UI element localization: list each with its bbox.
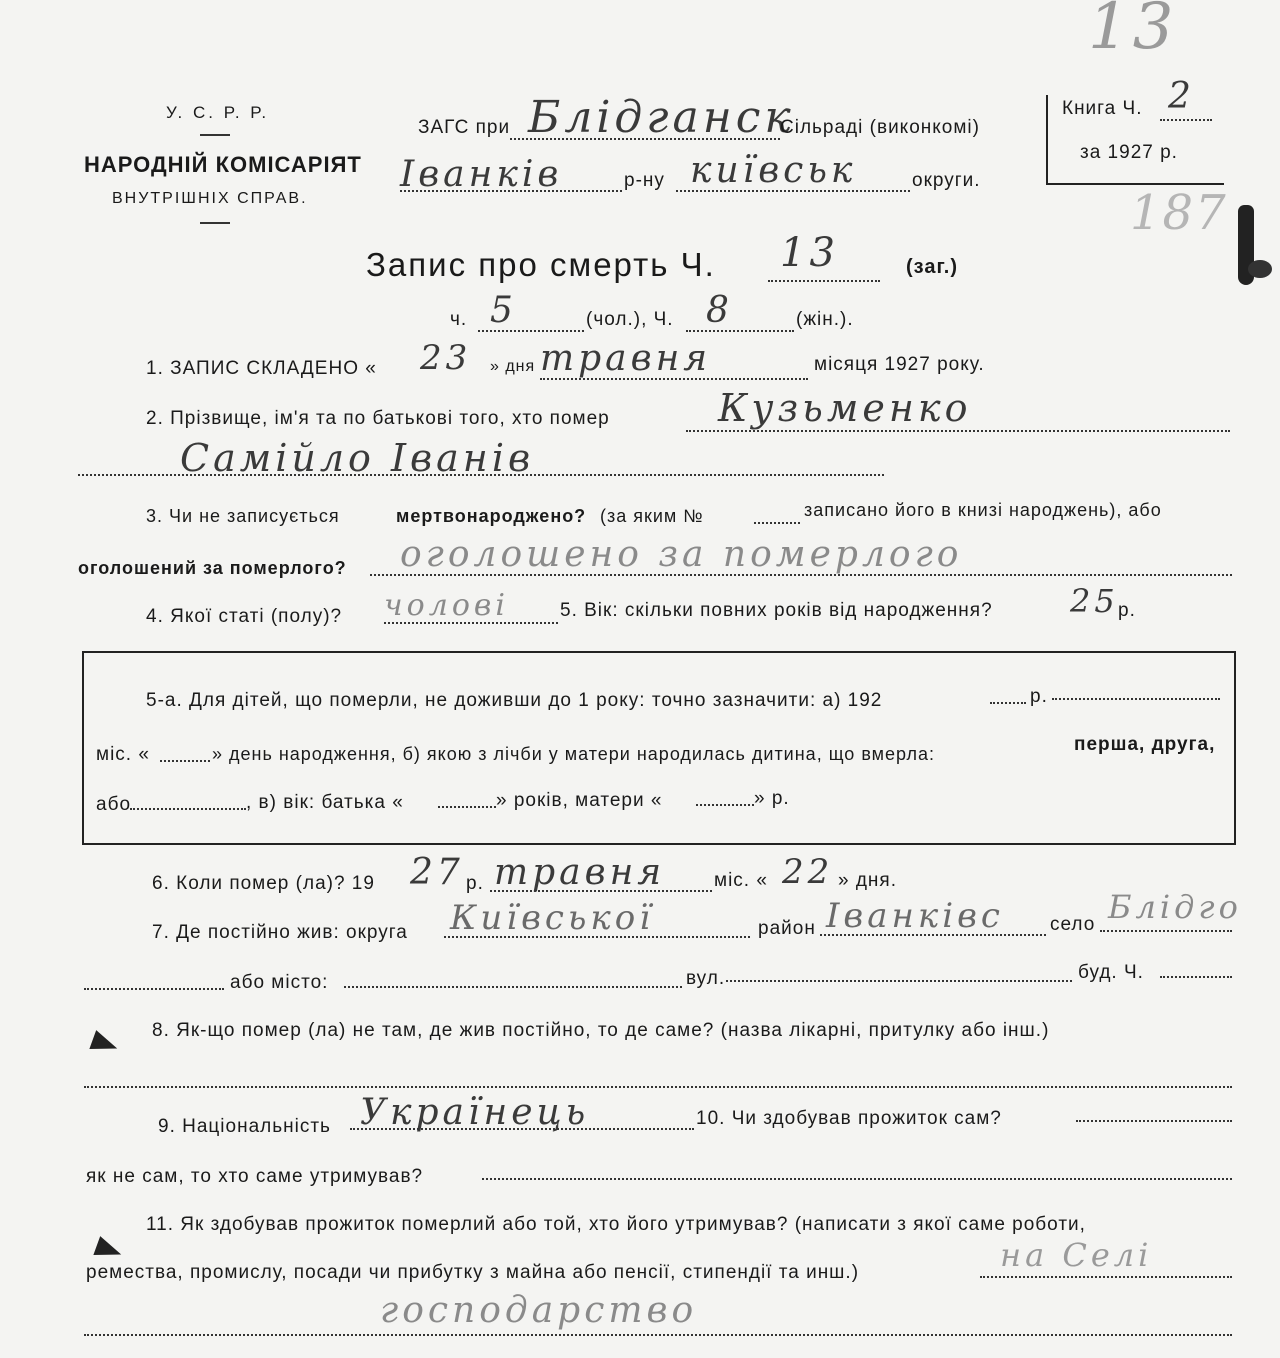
title-text: Запис про смерть Ч. (366, 246, 716, 283)
female-hw: 8 (706, 290, 733, 331)
book-label: Книга Ч. (1062, 98, 1143, 119)
item3-d: записано його в книзі народжень), або (804, 500, 1162, 520)
male-hw: 5 (490, 290, 517, 331)
okruha-label: округи. (912, 170, 981, 191)
item1-mid: » дня (490, 358, 536, 375)
item1-suffix: місяця 1927 року. (814, 354, 985, 375)
item7-selo-hw: Блідго (1108, 888, 1242, 926)
rayon-hw: Іванків (400, 154, 563, 195)
item7-rayon-label: район (758, 918, 816, 939)
item5a-year-line (990, 702, 1026, 704)
item5a-line2-b: » день народження, б) якою з лічби у матери народилась дитина, що вмерла: (212, 744, 935, 764)
rayon-line (400, 190, 622, 192)
item10-line (1076, 1120, 1232, 1122)
item1-day-hw: 23 (420, 338, 472, 378)
item6-suffix: » дня. (838, 870, 897, 891)
female-label: (жін.). (796, 309, 854, 330)
item9-nat-hw: Українець (360, 1092, 590, 1133)
title-suffix: (заг.) (906, 256, 959, 278)
item7-bud: буд. Ч. (1078, 962, 1144, 983)
zags-suffix: Сільраді (виконкомі) (780, 117, 980, 138)
item5a-line1-rest (1052, 698, 1220, 700)
item7-selo-line (1100, 930, 1232, 932)
item5a-line3-b: , в) вік: батька « (246, 792, 404, 813)
item8-label: 8. Як-що помер (ла) не там, де жив постійно, то де саме? (назва лікарні, притулку або інш.) (152, 1020, 1050, 1041)
item5a-line1-end: р. (1030, 686, 1048, 707)
item1-month-hw: травня (540, 338, 712, 379)
item2-name-hw: Самійло Іванів (180, 436, 535, 480)
item8-line (84, 1086, 1232, 1088)
header-ussr: У. С. Р. Р. (166, 103, 270, 122)
item7-okruha-line (444, 936, 750, 938)
item10-line2: як не сам, то хто саме утримував? (86, 1166, 424, 1187)
item6-mis: міс. « (714, 870, 768, 891)
book-line (1160, 119, 1212, 121)
item5a-line1: 5-а. Для дітей, що померли, не доживши до 1 року: точно зазначити: а) 192 (146, 690, 883, 711)
item3-number-line (754, 522, 800, 524)
item5a-other-line (130, 808, 246, 810)
item7-okruha-hw: Київської (450, 898, 655, 938)
item7-selo-label: село (1050, 914, 1096, 935)
item11-hw2: господарство (380, 1290, 698, 1331)
corner-mark-top: 13 (1088, 0, 1178, 64)
male-line (478, 330, 584, 332)
item3-line2-label: оголошений за померлого? (78, 558, 347, 578)
punch-mark-2 (93, 1236, 124, 1264)
header-divider-2 (200, 222, 230, 224)
item10-label: 10. Чи здобував прожиток сам? (696, 1108, 1002, 1129)
item3-b: мертвонароджено? (396, 506, 587, 526)
male-label: (чол.), Ч. (586, 309, 674, 330)
item6-prefix: 6. Коли помер (ла)? 19 (152, 873, 375, 894)
header-dept: ВНУТРІШНІХ СПРАВ. (112, 190, 308, 207)
year-label: за 1927 р. (1080, 142, 1178, 163)
item5a-line3-c: » років, матери « (496, 790, 663, 811)
item9-nat-line (350, 1128, 694, 1130)
item7-misto: або місто: (230, 972, 329, 993)
rayon-label: р-ну (624, 170, 665, 191)
header-divider (200, 134, 230, 136)
item4-sex-hw: чолові (384, 588, 509, 623)
item7-line2-a (84, 988, 224, 990)
item11-line2-dots (980, 1276, 1232, 1278)
zags-hw: Блідганск (528, 92, 795, 143)
okruha-hw: київськ (690, 150, 857, 191)
book-hw: 2 (1168, 76, 1195, 117)
item7-label: 7. Де постійно жив: округа (152, 922, 408, 943)
item6-month-line (490, 890, 712, 892)
item7-rayon-hw: Іванківс (826, 896, 1004, 936)
item5a-month-line (160, 760, 210, 762)
item5-age-hw: 25 (1070, 582, 1119, 620)
item5a-father-line (438, 806, 496, 808)
item1-month-line (540, 378, 808, 380)
male-prefix: ч. (450, 309, 468, 330)
item6-day-hw: 22 (782, 852, 834, 892)
item5a-line3-d: » р. (754, 788, 790, 809)
female-line (686, 330, 794, 332)
item2-label: 2. Прізвище, ім'я та по батькові того, хто помер (146, 408, 610, 429)
item5-age-label: 5. Вік: скільки повних років від народження? (560, 600, 993, 621)
item1-prefix: 1. ЗАПИС СКЛАДЕНО « (146, 358, 377, 379)
ink-blot-spot (1248, 260, 1272, 278)
item7-bud-line (1160, 976, 1232, 978)
item9-label: 9. Національність (158, 1116, 331, 1137)
item6-r: р. (466, 873, 484, 894)
item7-vul: вул. (686, 968, 726, 989)
item2-line1 (686, 430, 1230, 432)
punch-mark-1 (89, 1030, 120, 1058)
item11-hw1: на Селі (1000, 1236, 1153, 1274)
item6-year-hw: 27 (410, 852, 464, 893)
item5a-line3-a: або (96, 794, 132, 815)
header-commissariat: НАРОДНІЙ КОМІСАРІЯТ (84, 152, 362, 177)
item7-rayon-line (820, 934, 1046, 936)
zags-prefix: ЗАГС при (418, 117, 511, 138)
item2-line2 (78, 474, 884, 476)
item3-line2 (370, 574, 1232, 576)
corner-mark-side: 187 (1130, 185, 1228, 241)
item11-line3 (84, 1334, 1232, 1336)
item5-age-suffix: р. (1118, 600, 1136, 621)
title-number-hw: 13 (780, 230, 839, 276)
item4-label: 4. Якої статі (полу)? (146, 606, 343, 627)
item5a-mother-line (696, 804, 754, 806)
item5a-line2-c: перша, друга, (1074, 734, 1216, 755)
title-number-line (768, 280, 880, 282)
item7-vul-line (726, 980, 1072, 982)
item10-line2-dots (482, 1178, 1232, 1180)
zags-line (510, 138, 780, 140)
item11-line1: 11. Як здобував прожиток померлий або той, хто його утримував? (написати з якої саме роботи, (146, 1214, 1086, 1235)
item2-surname-hw: Кузьменко (718, 386, 972, 430)
item5a-line2-a: міс. « (96, 744, 150, 765)
item6-month-hw: травня (494, 852, 666, 893)
item11-line2: ремества, промислу, посади чи прибутку з майна або пенсії, стипендії та инш.) (86, 1262, 860, 1283)
item4-sex-line (384, 622, 558, 624)
item3-a: 3. Чи не записується (146, 506, 340, 526)
item3-hw: оголошено за померлого (400, 534, 963, 575)
okruha-line (676, 190, 910, 192)
item7-misto-line (344, 986, 682, 988)
item3-c: (за яким № (600, 506, 704, 526)
